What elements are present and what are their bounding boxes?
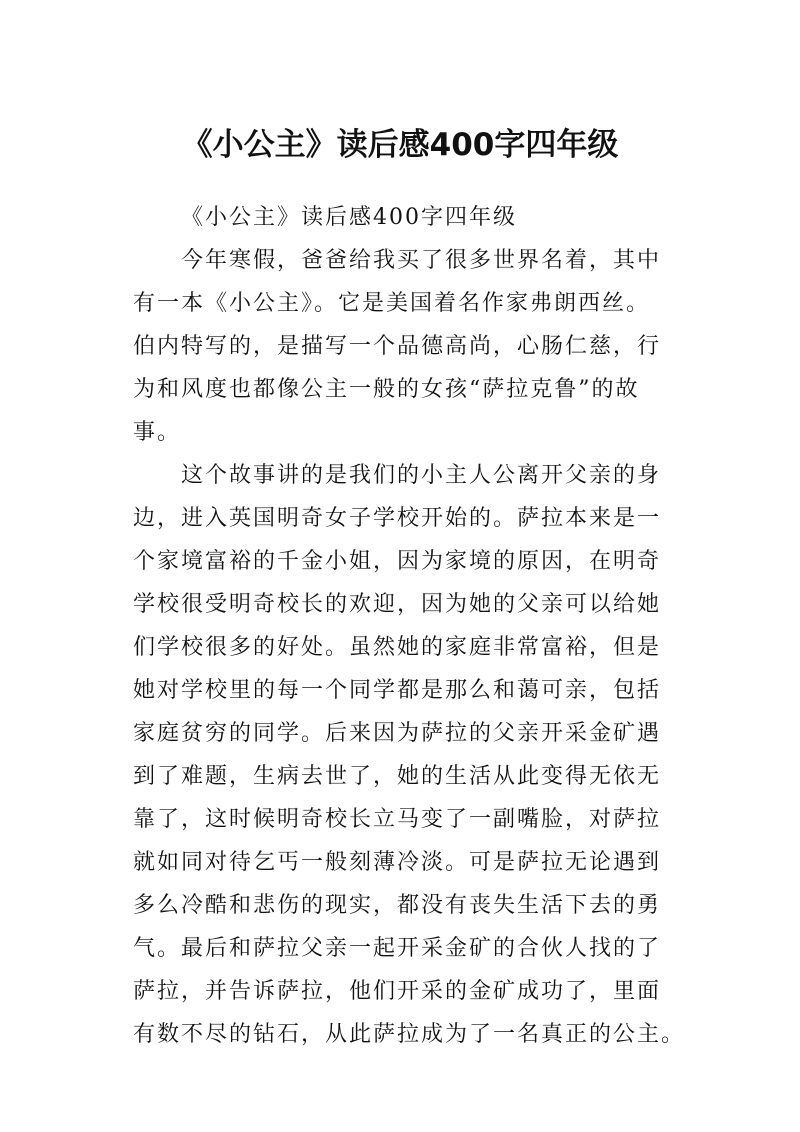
paragraph-line: 家庭贫穷的同学。后来因为萨拉的父亲开采金矿遇 [133, 721, 662, 746]
paragraph-line: 她对学校里的每一个同学都是那么和蔼可亲，包括 [133, 678, 662, 703]
paragraph-line: 多么冷酷和悲伤的现实，都没有丧失生活下去的勇 [133, 893, 662, 918]
paragraph-2 [133, 454, 693, 1056]
paragraph-line: 伯内特写的，是描写一个品德高尚，心肠仁慈，行 [133, 334, 662, 359]
paragraph-line: 事。 [133, 420, 182, 445]
paragraph-line: 有数不尽的钻石，从此萨拉成为了一名真正的公主。 [133, 1022, 686, 1047]
paragraph-line: 靠了，这时候明奇校长立马变了一副嘴脸，对萨拉 [133, 807, 662, 832]
document-title: 《小公主》读后感400字四年级 [181, 126, 619, 163]
paragraph-line: 们学校很多的好处。虽然她的家庭非常富裕，但是 [133, 635, 662, 660]
paragraph-line: 到了难题，生病去世了，她的生活从此变得无依无 [133, 764, 662, 789]
paragraph-1 [133, 239, 693, 454]
subtitle: 《小公主》读后感400字四年级 [181, 205, 517, 230]
paragraph-line: 边，进入英国明奇女子学校开始的。萨拉本来是一 [133, 506, 662, 531]
paragraph-line: 就如同对待乞丐一般刻薄冷淡。可是萨拉无论遇到 [133, 850, 662, 875]
paragraph-line: 今年寒假，爸爸给我买了很多世界名着，其中 [181, 248, 662, 273]
paragraph-line: 有一本《小公主》。它是美国着名作家弗朗西丝。 [133, 291, 651, 316]
paragraph-line: 萨拉，并告诉萨拉，他们开采的金矿成功了，里面 [133, 979, 662, 1004]
paragraph-line: 个家境富裕的千金小姐，因为家境的原因，在明奇 [133, 549, 662, 574]
paragraph-line: 这个故事讲的是我们的小主人公离开父亲的身 [181, 463, 662, 488]
paragraph-line: 学校很受明奇校长的欢迎，因为她的父亲可以给她 [133, 592, 662, 617]
paragraph-line: 为和风度也都像公主一般的女孩“萨拉克鲁”的故 [133, 377, 640, 402]
document-body [133, 196, 693, 1056]
paragraph-line: 气。最后和萨拉父亲一起开采金矿的合伙人找的了 [133, 936, 662, 961]
